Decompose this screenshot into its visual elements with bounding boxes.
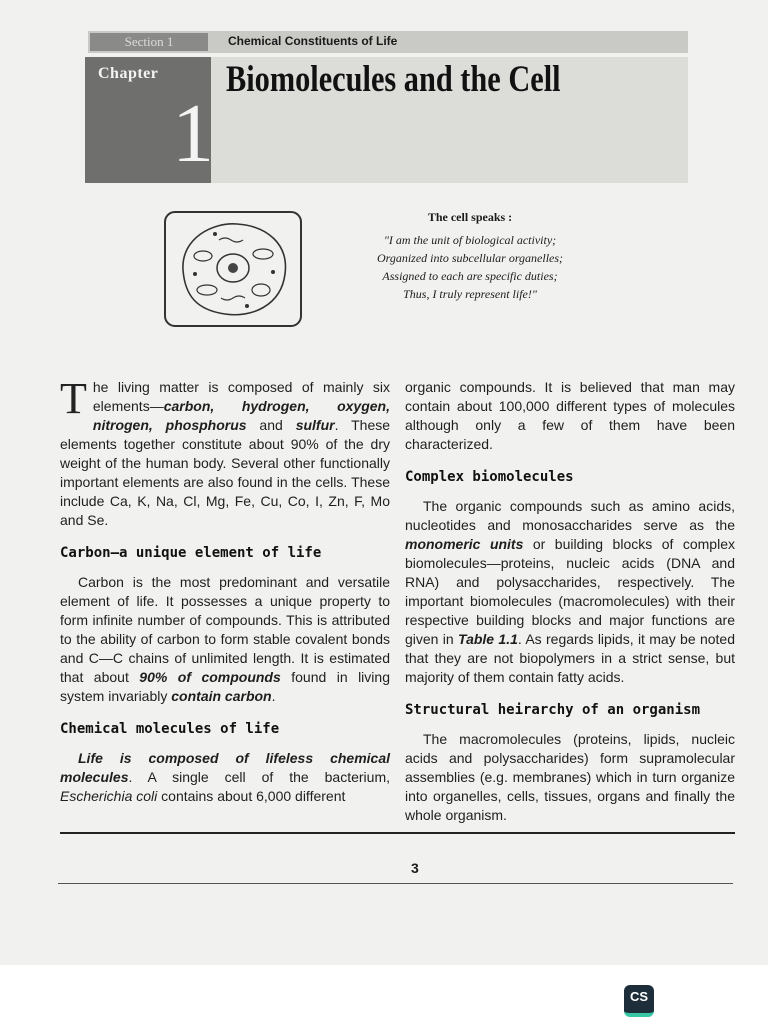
complex-text-end: . As regards lipids, it may be noted that they are not biopolymers in a strict sense, but majority of them contain fatty acids. [405,631,735,685]
carbon-text: Carbon is the most predominant and versatile element of life. It possesses a unique property to form infinite number of compounds. This is attributed to the ability of carbon to form stable covalent bonds and C—C chains of unlimited length. It is estimated that about [60,574,390,685]
poem-line: Thus, I truly represent life!" [403,287,537,301]
intro-text-end: . These elements together constitute about 90% of the dry weight of the human body. Several other functionally important elements are also found in the cells. These include Ca, K, Na, Cl, Mg, Fe, Cu, Co, I, Zn, F, Mo and Se. [60,417,391,528]
molecules-text: . A single cell of the bacterium, [128,769,390,785]
poem [340,210,600,303]
table-reference: Table 1.1 [458,631,518,647]
intro-text: he living matter is composed of mainly six elements— [92,379,390,414]
complex-text: The organic compounds such as amino acids, nucleotides and monosaccharides serve as the [405,498,735,533]
left-column [60,374,391,816]
intro-and: and [246,417,296,433]
hierarchy-paragraph: The macromolecules (proteins, lipids, nucleic acids and polysaccharides) form supramolecular assemblies (e.g. membranes) which in turn organize into organelles, cells, tissues, organs and finally the whole organism. [405,731,735,823]
footer-rule [58,883,733,884]
complex-paragraph [405,497,735,687]
page-number: 3 [411,860,419,876]
poem-line: Organized into subcellular organelles; [376,251,564,265]
chapter-label: Chapter [98,65,159,82]
poem-line: Assigned to each are specific duties; [382,269,558,283]
species-name: Escherichia coli [60,788,158,804]
chapter-title: Biomolecules and the Cell [226,59,561,100]
bottom-rule [60,832,735,834]
carbon-emphasis: 90% of compounds [139,669,281,685]
intro-paragraph [60,374,391,530]
complex-text-mid: or building blocks of complex biomolecules—proteins, nucleic acids (DNA and RNA) and polysaccharides, respectively. The important biomolecules (macromolecules) with their respective building blocks and major functions are given in [405,536,735,647]
intro-element-sulfur: sulfur [295,417,335,433]
chapter-number: 1 [172,87,214,180]
molecules-emphasis: Life is composed of lifeless chemical molecules [60,750,390,785]
complex-emphasis: monomeric units [405,536,524,552]
heading-carbon: Carbon—a unique element of life [60,545,322,561]
right-column [405,378,735,835]
section-title: Chemical Constituents of Life [228,34,398,48]
cell-illustration [163,210,303,328]
carbon-emphasis-2: contain carbon [171,688,272,704]
carbon-text-mid: found in living system invariably [60,669,390,704]
molecules-paragraph [60,749,390,806]
intro-elements: carbon, hydrogen, oxygen, nitrogen, phosphorus [92,398,390,433]
carbon-text-end: . [271,688,276,704]
carbon-paragraph [60,573,390,706]
continued-paragraph: organic compounds. It is believed that man may contain about 100,000 different types of molecules although only a few of them have been characterized. [405,379,735,452]
drop-cap: T [60,374,87,423]
section-tab: Section 1 [90,33,208,51]
heading-structural-hierarchy: Structural heirarchy of an organism [405,702,701,718]
molecules-text-end: contains about 6,000 different [157,788,346,804]
heading-complex-biomolecules: Complex biomolecules [405,469,574,485]
heading-chemical-molecules: Chemical molecules of life [60,721,280,737]
poem-line: "I am the unit of biological activity; [383,233,557,247]
camscanner-icon: CS [624,985,654,1017]
poem-title: The cell speaks : [427,210,513,224]
